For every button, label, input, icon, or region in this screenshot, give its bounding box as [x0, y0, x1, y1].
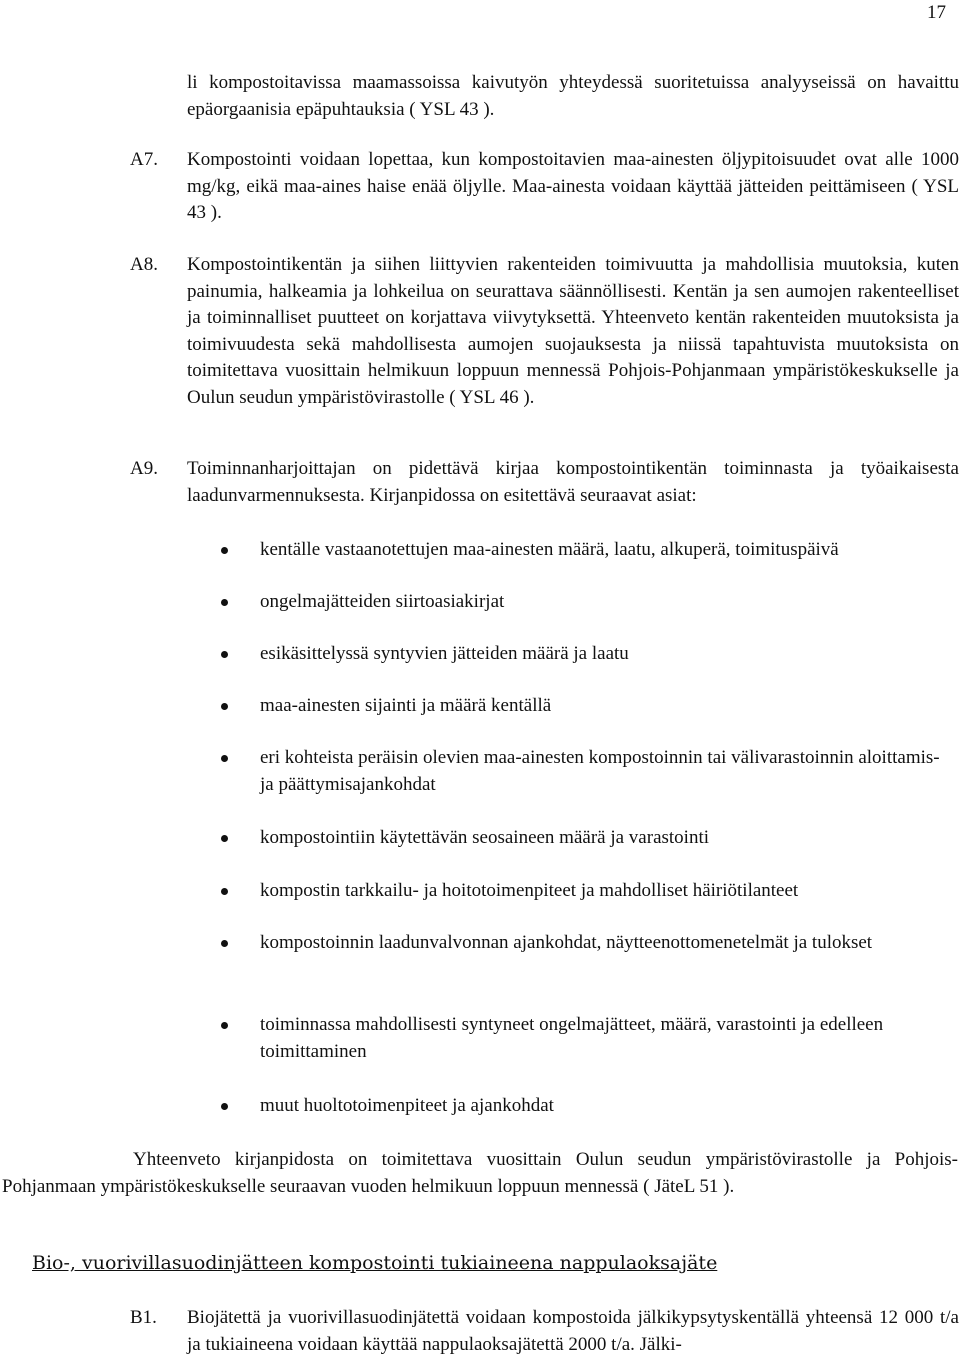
bullet-icon: [221, 940, 228, 947]
bullet-icon: [221, 835, 228, 842]
list-item-text: toiminnassa mahdollisesti syntyneet ongelmajätteet, määrä, varastointi ja edelleen toimittaminen: [260, 1014, 884, 1062]
list-item-text: ongelmajätteiden siirtoasiakirjat: [260, 591, 505, 612]
list-item: [218, 1093, 948, 1120]
list-item: [218, 1012, 948, 1065]
list-item-text: kentälle vastaanotettujen maa-ainesten määrä, laatu, alkuperä, toimituspäivä: [260, 539, 839, 560]
bullet-icon: [221, 651, 228, 658]
section-text-a8: Kompostointikentän ja siihen liittyvien rakenteiden toimivuutta ja mahdollisia muutoksia, kuten painumia, halkeamia ja lohkeilua on seurattava säännöllisesti. Kentän ja sen aumojen rakenteelliset ja toiminnalliset puutteet on korjattava viivytyksettä. Yhteenveto kentän rakenteiden muutoksista ja toimivuudesta sekä mahdollisesta aumojen suojauksesta ja niissä tapahtuvista muutoksista on toimitettava vuosittain helmikuun loppuun mennessä Pohjois-Pohjanmaan ympäristökeskukselle ja Oulun seudun ympäristövirastolle ( YSL 46 ).: [187, 254, 959, 408]
list-item-text: kompostointiin käytettävän seosaineen määrä ja varastointi: [260, 827, 710, 848]
list-item-text: eri kohteista peräisin olevien maa-ainesten kompostoinnin tai välivarastoinnin aloittamis- ja päättymisajankohdat: [260, 747, 940, 795]
list-item: [218, 745, 948, 798]
section-heading: Bio-, vuorivillasuodinjätteen kompostointi tukiaineena nappulaoksajäte: [32, 1252, 718, 1274]
section-text-a7: Kompostointi voidaan lopettaa, kun kompostoitavien maa-ainesten öljypitoisuudet ovat alle 1000 mg/kg, eikä maa-aines haise enää öljylle. Maa-ainesta voidaan käyttää jätteiden peittämiseen ( YSL 43 ).: [187, 149, 959, 223]
bullet-icon: [221, 755, 228, 762]
list-item: [218, 878, 948, 905]
list-item: [218, 641, 948, 668]
list-item-text: muut huoltotoimenpiteet ja ajankohdat: [260, 1095, 554, 1116]
bullet-icon: [221, 888, 228, 895]
section-text-a9: Toiminnanharjoittajan on pidettävä kirjaa kompostointikentän toiminnasta ja työaikaisesta laadunvarmennuksesta. Kirjanpidossa on esitettävä seuraavat asiat:: [187, 458, 959, 506]
list-item-text: kompostin tarkkailu- ja hoitotoimenpiteet ja mahdolliset häiriötilanteet: [260, 880, 799, 901]
section-text-b1: Biojätettä ja vuorivillasuodinjätettä voidaan kompostoida jälkikypsytyskentällä yhteensä 12 000 t/a ja tukiaineena voidaan käyttää nappulaoksajätettä 2000 t/a. Jälki-: [187, 1307, 959, 1355]
bullet-icon: [221, 1103, 228, 1110]
bullet-icon: [221, 703, 228, 710]
section-number-b1: B1.: [130, 1307, 157, 1328]
section-number-a7: A7.: [130, 149, 158, 170]
list-item-text: maa-ainesten sijainti ja määrä kentällä: [260, 695, 552, 716]
list-item-text: esikäsittelyssä syntyvien jätteiden määrä ja laatu: [260, 643, 629, 664]
list-item-text: kompostoinnin laadunvalvonnan ajankohdat, näytteenottomenetelmät ja tulokset: [260, 932, 873, 953]
page-number: 17: [927, 2, 946, 23]
list-item: [218, 825, 948, 852]
bullet-icon: [221, 1022, 228, 1029]
summary-paragraph: Yhteenveto kirjanpidosta on toimitettava vuosittain Oulun seudun ympäristövirastolle ja Pohjois-Pohjanmaan ympäristökeskukselle seuraavan vuoden helmikuun loppuun mennessä ( JäteL 51 ).: [2, 1149, 958, 1197]
bullet-icon: [221, 599, 228, 606]
list-item: [218, 589, 948, 616]
list-item: [218, 537, 948, 564]
list-item: [218, 930, 948, 957]
intro-paragraph: li kompostoitavissa maamassoissa kaivutyön yhteydessä suoritetuissa analyyseissä on havaittu epäorgaanisia epäpuhtauksia ( YSL 43 ).: [187, 72, 959, 120]
bullet-icon: [221, 547, 228, 554]
section-number-a8: A8.: [130, 254, 158, 275]
list-item: [218, 693, 948, 720]
section-number-a9: A9.: [130, 458, 158, 479]
